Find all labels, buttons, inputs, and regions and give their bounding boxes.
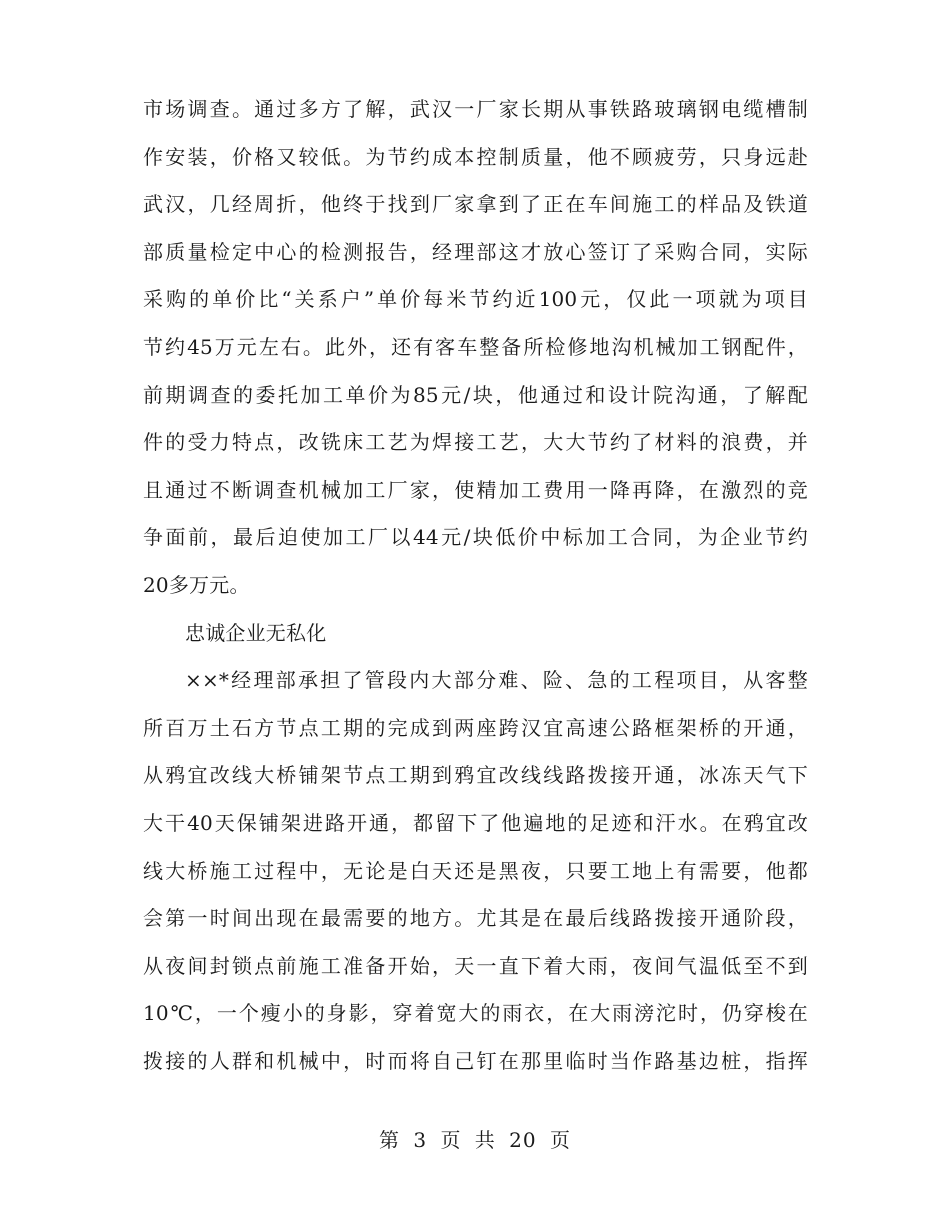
- text-line: 市场调查。通过多方了解，武汉一厂家长期从事铁路玻璃钢电缆槽制: [143, 97, 808, 121]
- text-line: ××*经理部承担了管段内大部分难、险、急的工程项目，从客整: [185, 668, 808, 693]
- text-line: 节约45万元左右。此外，还有客车整备所检修地沟机械加工钢配件，: [143, 334, 808, 359]
- text-line: 所百万土石方节点工期的完成到两座跨汉宜高速公路框架桥的开通，: [143, 715, 808, 740]
- text-line: 线大桥施工过程中，无论是白天还是黑夜，只要工地上有需要，他都: [143, 858, 808, 883]
- text-line: 部质量检定中心的检测报告，经理部这才放心签订了采购合同，实际: [143, 239, 808, 264]
- text-line: 从鸦宜改线大桥铺架节点工期到鸦宜改线线路拨接开通，冰冻天气下: [143, 763, 808, 788]
- text-line: 武汉，几经周折，他终于找到厂家拿到了正在车间施工的样品及铁道: [143, 192, 808, 217]
- section-heading: 忠诚企业无私化: [185, 620, 327, 645]
- text-line: 20多万元。: [143, 572, 250, 597]
- text-line: 争面前，最后迫使加工厂以44元/块低价中标加工合同，为企业节约: [143, 525, 808, 550]
- text-line: 从夜间封锁点前施工准备开始，天一直下着大雨，夜间气温低至不到: [143, 953, 808, 978]
- body-text: [143, 86, 808, 1085]
- text-line: 10℃，一个瘦小的身影，穿着宽大的雨衣，在大雨滂沱时，仍穿梭在: [143, 1001, 808, 1026]
- text-line: 件的受力特点，改铣床工艺为焊接工艺，大大节约了材料的浪费，并: [143, 430, 808, 455]
- page-number-footer: 第 3 页 共 20 页: [379, 1128, 571, 1152]
- text-line: 会第一时间出现在最需要的地方。尤其是在最后线路拨接开通阶段，: [143, 906, 808, 931]
- text-line: 前期调查的委托加工单价为85元/块，他通过和设计院沟通，了解配: [143, 382, 808, 407]
- text-line: 且通过不断调查机械加工厂家，使精加工费用一降再降，在激烈的竞: [143, 477, 808, 502]
- text-line: 拨接的人群和机械中，时而将自己钉在那里临时当作路基边桩，指挥: [143, 1048, 808, 1073]
- text-line: 大干40天保铺架进路开通，都留下了他遍地的足迹和汗水。在鸦宜改: [143, 810, 808, 835]
- text-line: 采购的单价比“关系户”单价每米节约近100元，仅此一项就为项目: [143, 287, 808, 312]
- text-line: 作安装，价格又较低。为节约成本控制质量，他不顾疲劳，只身远赴: [143, 144, 808, 169]
